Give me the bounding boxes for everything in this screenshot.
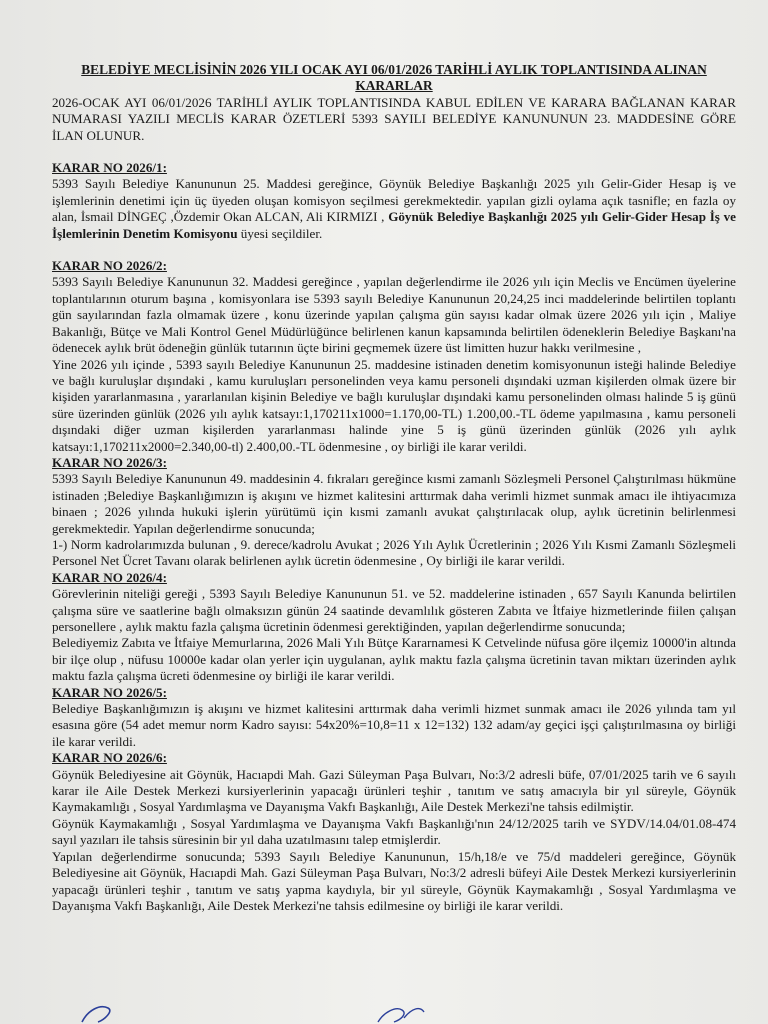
decision-1-text-end: üyesi seçildiler.: [237, 225, 323, 241]
decision-2-text-1: 5393 Sayılı Belediye Kanununun 32. Maddesi gereğince , yapılan değerlendirme ile 2026 yılı için Meclis ve Encümen üyelerine toplantılarının oturum başına , komisyonlara ise 5393 sayılı Belediye Kanununun 20,24,25 inci maddelerinde belirtilen toplantı gün sayılarından fazla olmamak üzere , konu üzerinde yapılan çalışma gün sayısı kadar olmak üzere 2026 yılı için , Maliye Bakanlığı, Bütçe ve Mali Kontrol Genel Müdürlüğünce belirlenen kanun kapsamında belirtilen ödeneklerin Belediye Başkanı'na ödenecek aylık brüt ödeneğin günlük tutarının üçte birini geçmemek üzere üst limitten huzur hakkı verilmesine ,: [52, 274, 736, 356]
decision-2-text-2: Yine 2026 yılı içinde , 5393 sayılı Belediye Kanununun 25. maddesine istinaden denetim komisyonunun isteği halinde Belediye ve bağlı kuruluşlar dışındaki , kamu kuruluşları personelinden veya kamu personeli dışındaki uzman kişilerden olmak üzere bir kişiden yararlanmasına , yararlanılan kişinin Belediye ve bağlı kuruluşlar dışındaki kamu personelinden olması halinde 5 iş günü süre üzerinden günlük (2026 yılı aylık katsayı:1,170211x1000=1.170,00-TL) 1.200,00.-TL ödeme yapılmasına , kamu personeli dışındaki diğer uzman kişilerden yararlanması halinde yine 5 iş günü üzerinden günlük (2026 yılı aylık katsayı:1,170211x2000=2.340,00-tl) 2.400,00.-TL ödenmesine , oy birliği ile karar verildi.: [52, 356, 736, 454]
decision-heading-4: KARAR NO 2026/4:: [52, 569, 167, 585]
decision-6-text-3: Yapılan değerlendirme sonucunda; 5393 Sayılı Belediye Kanununun, 15/h,18/e ve 75/d maddeleri gereğince, Göynük Belediyesine ait Göynük, Hacıapdi Mah. Gazi Süleyman Paşa Bulvarı, No:3/2 adresli büfeyi Aile Destek Merkezi kursiyerlerinin yapacağı ürünleri teşhir , tanıtım ve satış yapma kaydıyla, bir yıl süreyle, Göynük Kaymakamlığı , Sosyal Yardımlaşma ve Dayanışma Vakfı Başkanlığı, Aile Destek Merkezi'ne tahsis edilmesine oy birliği ile karar verildi.: [52, 848, 736, 913]
decision-heading-5: KARAR NO 2026/5:: [52, 684, 167, 700]
decision-heading-6: KARAR NO 2026/6:: [52, 750, 167, 766]
decision-4-text-1: Görevlerinin niteliği gereği , 5393 Sayılı Belediye Kanununun 51. ve 52. maddelerine istinaden , 657 Sayılı Kanunda belirtilen çalışma süre ve saatlerine bağlı olmaksızın günün 24 saatinde devamlılık gösteren Zabıta ve İtfaiye hizmetlerinde fiilen çalışan personellere , aylık maktu fazla çalışma ücretinin ödenmesi gerektiğinden, yapılan değerlendirme sonucunda;: [52, 586, 736, 634]
signature-icon: [78, 996, 458, 1024]
decision-6-text-1: Göynük Belediyesine ait Göynük, Hacıapdi Mah. Gazi Süleyman Paşa Bulvarı, No:3/2 adresli büfe, 07/01/2025 tarih ve 6 sayılı karar ile Aile Destek Merkezi kursiyerlerinin yapacağı ürünleri teşhir , tanıtım ve satış amacıyla bir yıl süreyle, Göynük Kaymakamlığı , Sosyal Yardımlaşma ve Dayanışma Vakfı Başkanlığı, Aile Destek Merkezi'ne tahsis edilmiştir.: [52, 766, 736, 815]
decision-6-text-2: Göynük Kaymakamlığı , Sosyal Yardımlaşma ve Dayanışma Vakfı Başkanlığı'nın 24/12/2025 tarih ve SYDV/14.04/01.08-474 sayıl yazıları ile tahsis süresinin bir yıl daha uzatılmasını talep etmişlerdir.: [52, 815, 736, 848]
spacer: [52, 144, 736, 160]
decision-1-text-bold: Göynük Belediye Başkanlığı 2025 yılı Gelir-Gider Hesap İş ve İşlemlerinin Denetim Komisyonu: [52, 209, 736, 241]
decision-heading-1: KARAR NO 2026/1:: [52, 160, 167, 176]
decision-3-text-2: 1-) Norm kadrolarımızda bulunan , 9. derece/kadrolu Avukat ; 2026 Yılı Aylık Ücretlerinin ; 2026 Yılı Kısmi Zamanlı Sözleşmeli Personel Net Ücret Tavanı olarak belirlenen aylık ücretin ödenmesine , Oy birliği ile karar verildi.: [52, 536, 736, 569]
document-title: BELEDİYE MECLİSİNİN 2026 YILI OCAK AYI 06/01/2026 TARİHLİ AYLIK TOPLANTISINDA ALINAN KARARLAR: [81, 62, 707, 94]
decision-5-text-1: Belediye Başkanlığımızın iş akışını ve hizmet kalitesini arttırmak daha verimli hizmet sunmak amacı ile 2026 yılında tam yıl esasına göre (54 adet memur norm Kadro sayısı: 54x20%=10,8=11 x 12=132) 132 adam/ay geçici işçi çalıştırılmasına oy birliği ile karar verildi.: [52, 701, 736, 749]
decision-1-text: [52, 176, 736, 242]
document-content: [52, 62, 736, 914]
spacer: [52, 242, 736, 258]
decision-1-text-a: 5393 Sayılı Belediye Kanununun 25. Maddesi gereğince, Göynük Belediye Başkanlığı 2025 yılı Gelir-Gider Hesap iş ve işlemlerinin denetimi için üç üyeden oluşan komisyon seçilmesi gerekmektedir. yapılan gizli oylama açık tasnifle; en fazla oy alan, İsmail DİNGEÇ ,Özdemir Okan ALCAN, Ali KIRMIZI ,: [52, 176, 736, 225]
decision-4-text-2: Belediyemiz Zabıta ve İtfaiye Memurlarına, 2026 Mali Yılı Bütçe Kararnamesi K Cetvelinde nüfusa göre ilçemiz 10000'in altında bir ilçe olup , nüfusu 10000e kadar olan yerler için uygulanan, aylık maktu fazla çalışma ücretinin tavan miktarı üzerinden aylık maktu fazla çalışma ücreti ödenmesine oy birliği ile karar verildi.: [52, 635, 736, 684]
decision-3-text-1: 5393 Sayılı Belediye Kanununun 49. maddesinin 4. fıkraları gereğince kısmi zamanlı Sözleşmeli Personel Çalıştırılması hükmüne istinaden ;Belediye Başkanlığımızın iş akışını ve hizmet kalitesini arttırmak daha verimli hizmet sunmak amacı ile ihtiyacımıza binaen ; 2026 yılında hukuki işlerin yürütümü için kısmi zamanlı avukat çalıştırılacak olup, aylık ücretinin belirlenmesi gerekmektedir. Yapılan değerlendirme sonucunda;: [52, 471, 736, 536]
document-intro: 2026-OCAK AYI 06/01/2026 TARİHLİ AYLIK TOPLANTISINDA KABUL EDİLEN VE KARARA BAĞLANAN KARAR NUMARASI YAZILI MECLİS KARAR ÖZETLERİ 5393 SAYILI BELEDİYE KANUNUNUN 23. MADDESİNE GÖRE İLAN OLUNUR.: [52, 94, 736, 143]
decision-heading-2: KARAR NO 2026/2:: [52, 258, 167, 274]
decision-heading-3: KARAR NO 2026/3:: [52, 454, 167, 470]
